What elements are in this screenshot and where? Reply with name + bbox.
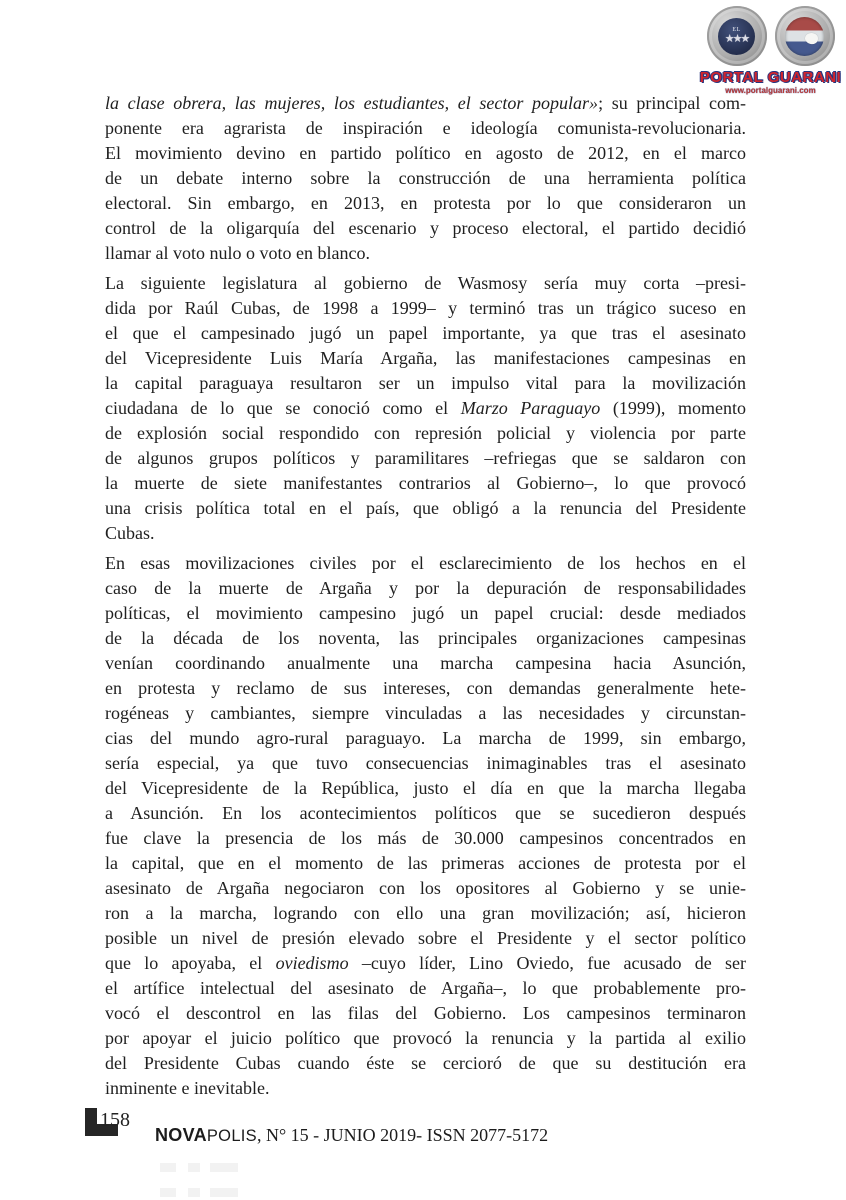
text-line: En esas movilizaciones civiles por el esclarecimiento de los hechos en el [105,553,746,573]
text-line: vocó el descontrol en las filas del Gobierno. Los campesinos terminaron [105,1003,746,1023]
medal-stars-icon [707,6,767,66]
medal-el-text: EL [732,27,741,33]
text-line: del Vicepresidente Luis María Argaña, las manifestaciones campesinas en [105,348,746,368]
text-line: fue clave la presencia de los más de 30.000 campesinos concentrados en [105,828,746,848]
text-line: sería especial, ya que tuvo consecuencias inimaginables tras el asesinato [105,753,746,773]
text-line: por apoyar el juicio político que provocó la renuncia y la partida al exilio [105,1028,746,1048]
text-line: ponente era agrarista de inspiración e ideología comunista-revolucionaria. [105,118,746,138]
scan-artifact [210,1163,238,1172]
scan-artifact [210,1188,238,1197]
flag-emblem-shape [804,32,819,45]
text-line: de un debate interno sobre la construcción de una herramienta política [105,168,746,188]
text-line: una crisis política total en el país, que obligó a la renuncia del Presidente [105,498,746,518]
text-line: llamar al voto nulo o voto en blanco. [105,243,370,263]
portal-guarani-logo [698,6,843,95]
medal-paraguay-flag-icon [775,6,835,66]
text-line: de la década de los noventa, las principales organizaciones campesinas [105,628,746,648]
text-line: La siguiente legislatura al gobierno de Wasmosy sería muy corta –presi- [105,273,746,293]
text-line: la muerte de siete manifestantes contrarios al Gobierno–, lo que provocó [105,473,746,493]
text-line: el artífice intelectual del asesinato de Argaña–, lo que probablemente pro- [105,978,746,998]
text-line: venían coordinando anualmente una marcha campesina hacia Asunción, [105,653,746,673]
text-line: control de la oligarquía del escenario y proceso electoral, el partido decidió [105,218,746,238]
text-line: la capital paraguaya resultaron ser un impulso vital para la movilización [105,373,746,393]
article-text [105,91,746,1106]
text-line: rogéneas y cambiantes, siempre vinculadas a las necesidades y circunstan- [105,703,746,723]
scan-artifact [160,1163,176,1172]
paragraph [105,551,746,1101]
text-line: del Vicepresidente de la República, justo el día en que la marcha llegaba [105,778,746,798]
text-line: el que el campesinado jugó un papel importante, ya que tras el asesinato [105,323,746,343]
text-line: ciudadana de lo que se conoció como el Marzo Paraguayo (1999), momento [105,398,746,418]
text-line: políticas, el movimiento campesino jugó un papel crucial: desde mediados [105,603,746,623]
text-line: ron a la marcha, logrando con ello una gran movilización; así, hicieron [105,903,746,923]
text-line: cias del mundo agro-rural paraguayo. La marcha de 1999, sin embargo, [105,728,746,748]
text-line: de algunos grupos políticos y paramilitares –refriegas que se saldaron con [105,448,746,468]
scan-artifact [188,1163,200,1172]
logo-url: www.portalguarani.com [725,86,816,95]
text-line: electoral. Sin embargo, en 2013, en protesta por lo que consideraron un [105,193,746,213]
text-line: en protesta y reclamo de sus intereses, con demandas generalmente hete- [105,678,746,698]
paragraph [105,271,746,546]
text-line: posible un nivel de presión elevado sobre el Presidente y el sector político [105,928,746,948]
logo-title: PORTAL GUARANI [699,69,842,86]
text-line: inminente e inevitable. [105,1078,270,1098]
text-line: dida por Raúl Cubas, de 1998 a 1999– y terminó tras un trágico suceso en [105,298,746,318]
text-line: Cubas. [105,523,155,543]
medal-stars-center [718,18,755,55]
text-line: El movimiento devino en partido político en agosto de 2012, en el marco [105,143,746,163]
text-line: del Presidente Cubas cuando éste se cercioró de que su destitución era [105,1053,746,1073]
text-line: asesinato de Argaña negociaron con los opositores al Gobierno y se unie- [105,878,746,898]
text-line: la capital, que en el momento de las primeras acciones de protesta por el [105,853,746,873]
text-line: que lo apoyaba, el oviedismo –cuyo líder, Lino Oviedo, fue acusado de ser [105,953,746,973]
text-line: la clase obrera, las mujeres, los estudiantes, el sector popular»; su principal com- [105,93,747,113]
text-line: caso de la muerte de Argaña y por la depuración de responsabilidades [105,578,746,598]
stars-icon: ★★★ [724,33,749,45]
scan-artifact [160,1188,176,1197]
text-line: a Asunción. En los acontecimientos políticos que se sucedieron después [105,803,746,823]
journal-name-rest: POLIS [206,1127,257,1145]
scan-artifact [188,1188,200,1197]
journal-issue-info: , N° 15 - JUNIO 2019- ISSN 2077-5172 [256,1125,549,1145]
logo-coins [698,6,843,66]
text-line: de explosión social respondido con represión policial y violencia por parte [105,423,746,443]
paragraph [105,91,746,266]
journal-name-bold: NOVA [155,1125,207,1145]
page-number: 158 [100,1109,130,1131]
journal-footer [155,1124,548,1147]
paraguay-flag-icon [785,17,824,56]
